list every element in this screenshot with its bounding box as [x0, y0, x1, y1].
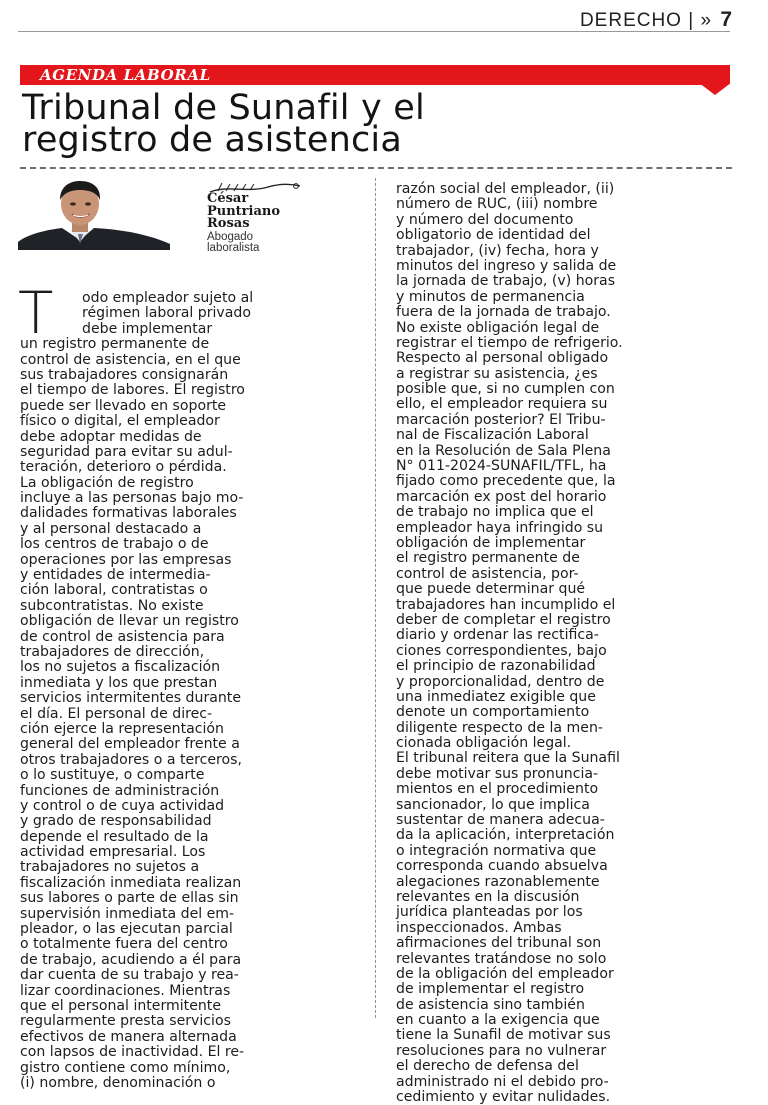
text-line: otros trabajadores o a terceros,: [20, 751, 242, 768]
text-line: administrado ni el debido pro-: [396, 1073, 609, 1090]
text-line: supervisión inmediata del em-: [20, 905, 235, 922]
text-line: fiscalización inmediata realizan: [20, 874, 242, 891]
text-line: sus trabajadores consignarán: [20, 366, 229, 383]
text-line: Respecto al personal obligado: [396, 350, 609, 367]
text-line: de asistencia sino también: [396, 996, 585, 1013]
text-line: de trabajo no implica que el: [396, 504, 594, 521]
text-line: tiene la Sunafil de motivar sus: [396, 1027, 611, 1044]
section-name: DERECHO: [579, 10, 682, 31]
text-line: operaciones por las empresas: [20, 551, 232, 568]
text-line: afirmaciones del tribunal son: [396, 935, 602, 952]
text-line: sus labores o parte de ellas sin: [20, 890, 239, 907]
text-line: cedimiento y evitar nulidades.: [396, 1089, 611, 1105]
text-line: minutos del ingreso y salida de: [396, 257, 617, 274]
author-portrait-icon: [18, 182, 170, 250]
article-column-left: [18, 279, 356, 1091]
text-line: sustentar de manera adecua-: [396, 812, 605, 829]
text-line: control de asistencia, en el que: [20, 351, 241, 368]
text-line: o totalmente fuera del centro: [20, 936, 228, 953]
text-line: seguridad para evitar su adul-: [20, 443, 233, 460]
text-line: obligación de llevar un registro: [20, 613, 239, 630]
text-line: el registro permanente de: [396, 550, 580, 567]
text-line: de control de asistencia para: [20, 628, 225, 645]
headline-line-2: registro de asistencia: [22, 120, 402, 160]
text-line: general del empleador frente a: [20, 736, 240, 753]
text-line: en la Resolución de Sala Plena: [396, 442, 611, 459]
headline-line-1: Tribunal de Sunafil y el: [22, 88, 425, 128]
text-line: físico o digital, el empleador: [20, 413, 220, 430]
text-line: debe implementar: [82, 320, 213, 337]
text-line: registrar el tiempo de refrigerio.: [396, 334, 623, 351]
author-name-line-2: Puntriano: [207, 203, 281, 219]
text-line: de trabajo, acudiendo a él para: [20, 951, 242, 968]
text-line: razón social del empleador, (ii): [396, 181, 615, 197]
text-line: odo empleador sujeto al: [82, 290, 254, 306]
text-line: y entidades de intermedia-: [20, 567, 211, 584]
column-divider: [375, 178, 376, 1018]
text-line: (i) nombre, denominación o: [20, 1074, 216, 1091]
text-line: lizar coordinaciones. Mientras: [20, 982, 231, 999]
text-line: a registrar su asistencia, ¿es: [396, 365, 598, 382]
text-line: relevantes en la discusión: [396, 888, 580, 905]
text-line: La obligación de registro: [20, 474, 194, 491]
text-line: dar cuenta de su trabajo y rea-: [20, 967, 239, 984]
text-line: los centros de trabajo o de: [20, 536, 209, 553]
text-line: nal de Fiscalización Laboral: [396, 427, 589, 444]
text-line: El tribunal reitera que la Sunafil: [396, 750, 620, 767]
text-line: fuera de la jornada de trabajo.: [396, 304, 611, 321]
text-line: teración, deterioro o pérdida.: [20, 459, 227, 476]
text-line: N° 011-2024-SUNAFIL/TFL, ha: [396, 458, 607, 475]
text-line: de implementar el registro: [396, 981, 585, 998]
text-line: funciones de administración: [20, 782, 220, 799]
text-line: deber de completar el registro: [396, 611, 611, 628]
text-line: debe adoptar medidas de: [20, 428, 202, 445]
text-line: posible que, si no cumplen con: [396, 381, 615, 398]
author-name-line-1: César: [207, 191, 249, 206]
text-line: depende el resultado de la: [20, 828, 209, 845]
text-line: ello, el empleador requiera su: [396, 396, 608, 413]
header-separator: | »: [688, 10, 713, 31]
text-line: y número del documento: [396, 211, 574, 228]
text-line: y proporcionalidad, dentro de: [396, 673, 605, 690]
text-line: obligatorio de identidad del: [396, 227, 591, 244]
text-line: servicios intermitentes durante: [20, 690, 241, 707]
text-line: gistro contiene como mínimo,: [20, 1059, 231, 1076]
text-line: régimen laboral privado: [82, 305, 251, 322]
text-line: resoluciones para no vulnerar: [396, 1042, 607, 1059]
section-tab-icon: [700, 65, 730, 95]
text-line: trabajadores no sujetos a: [20, 859, 200, 876]
text-line: No existe obligación legal de: [396, 319, 600, 336]
text-line: ción laboral, contratistas o: [20, 582, 208, 599]
text-line: inmediata y los que prestan: [20, 674, 218, 691]
text-line: el tiempo de labores. El registro: [20, 382, 245, 399]
text-line: con lapsos de inactividad. El re-: [20, 1044, 245, 1061]
text-line: número de RUC, (iii) nombre: [396, 196, 598, 213]
author-role: [207, 232, 259, 254]
text-line: y grado de responsabilidad: [20, 813, 212, 830]
page-header: [580, 8, 732, 32]
text-line: empleador haya infringido su: [396, 519, 604, 536]
text-line: y al personal destacado a: [20, 520, 202, 537]
text-line: subcontratistas. No existe: [20, 597, 204, 614]
text-line: actividad empresarial. Los: [20, 844, 206, 861]
text-line: denote un comportamiento: [396, 704, 590, 721]
text-line: pleador, o las ejecutan parcial: [20, 921, 233, 938]
text-line: marcación ex post del horario: [396, 488, 607, 505]
text-line: efectivos de manera alternada: [20, 1028, 237, 1045]
text-line: y control o de cuya actividad: [20, 797, 225, 814]
text-line: da la aplicación, interpretación: [396, 827, 615, 844]
text-line: que el personal intermitente: [20, 997, 222, 1014]
text-line: el principio de razonabilidad: [396, 658, 596, 675]
author-role-line-1: Abogado: [207, 231, 254, 243]
text-line: que puede determinar qué: [396, 581, 586, 598]
text-line: debe motivar sus pronuncia-: [396, 765, 599, 782]
text-line: corresponda cuando absuelva: [396, 858, 608, 875]
text-line: los no sujetos a fiscalización: [20, 659, 221, 676]
text-line: inspeccionados. Ambas: [396, 919, 562, 936]
text-line: en cuanto a la exigencia que: [396, 1012, 600, 1029]
text-line: control de asistencia, por-: [396, 565, 579, 582]
text-line: diligente respecto de la men-: [396, 719, 603, 736]
text-line: diario y ordenar las rectifica-: [396, 627, 599, 644]
text-line: trabajadores de dirección,: [20, 643, 205, 660]
header-rule: [18, 31, 730, 32]
text-line: de la obligación del empleador: [396, 965, 614, 982]
text-line: jurídica planteadas por los: [396, 904, 583, 921]
author-role-line-2: laboralista: [207, 242, 260, 254]
text-line: relevantes tratándose no solo: [396, 950, 607, 967]
text-line: la jornada de trabajo, (v) horas: [396, 273, 616, 290]
article-column-right: [396, 182, 732, 1105]
text-line: cionada obligación legal.: [396, 735, 572, 752]
text-line: o lo sustituye, o comparte: [20, 767, 205, 784]
text-line: regularmente presta servicios: [20, 1013, 231, 1030]
text-line: un registro permanente de: [20, 336, 210, 353]
text-line: fijado como precedente que, la: [396, 473, 616, 490]
text-line: alegaciones razonablemente: [396, 873, 600, 890]
text-line: una inmediatez exigible que: [396, 688, 596, 705]
text-line: puede ser llevado en soporte: [20, 397, 227, 414]
text-line: obligación de implementar: [396, 534, 586, 551]
author-name: [207, 193, 280, 231]
article-headline: [22, 88, 742, 160]
text-line: sancionador, lo que implica: [396, 796, 590, 813]
page-number: 7: [720, 8, 732, 31]
text-line: trabajador, (iv) fecha, hora y: [396, 242, 599, 259]
headline-rule: [20, 167, 732, 169]
text-line: y minutos de permanencia: [396, 288, 585, 305]
drop-cap: T: [18, 279, 54, 347]
text-line: mientos en el procedimiento: [396, 781, 599, 798]
author-name-line-3: Rosas: [207, 216, 250, 231]
text-line: el derecho de defensa del: [396, 1058, 579, 1075]
section-label: AGENDA LABORAL: [40, 66, 211, 84]
text-line: el día. El personal de direc-: [20, 705, 213, 722]
text-line: marcación posterior? El Tribu-: [396, 411, 606, 428]
text-line: trabajadores han incumplido el: [396, 596, 616, 613]
text-line: dalidades formativas laborales: [20, 505, 237, 522]
text-line: ción ejerce la representación: [20, 720, 224, 737]
text-line: o integración normativa que: [396, 842, 597, 859]
text-line: incluye a las personas bajo mo-: [20, 490, 244, 507]
text-line: ciones correspondientes, bajo: [396, 642, 607, 659]
